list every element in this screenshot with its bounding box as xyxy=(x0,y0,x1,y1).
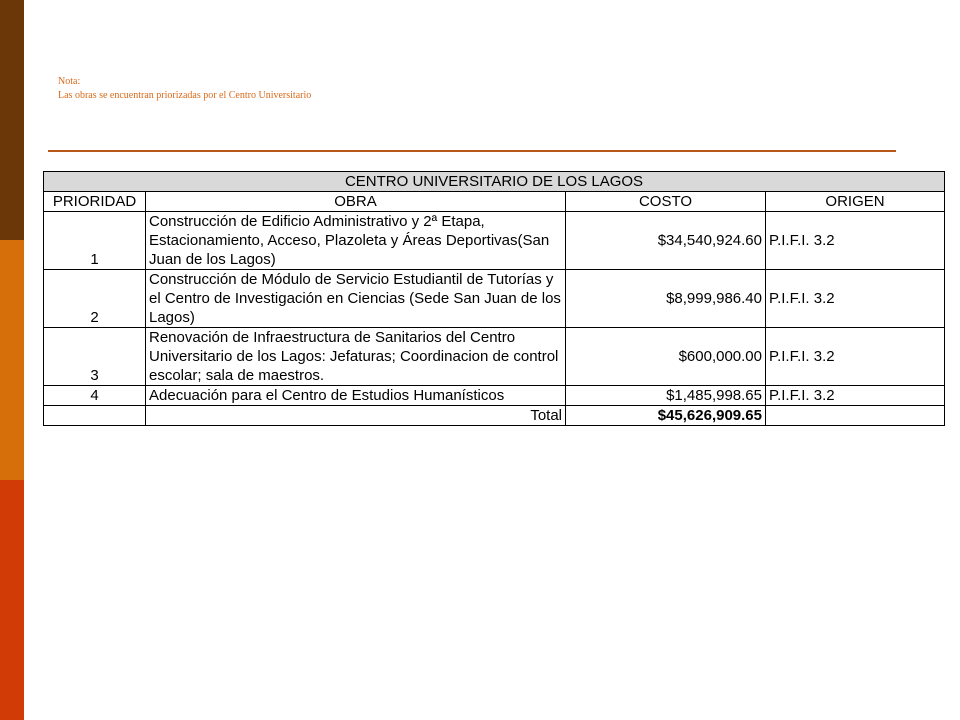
table-title: CENTRO UNIVERSITARIO DE LOS LAGOS xyxy=(44,172,945,192)
total-row xyxy=(44,406,945,426)
row-origen: P.I.F.I. 3.2 xyxy=(766,328,945,386)
row-prioridad: 2 xyxy=(44,270,146,328)
row-prioridad: 4 xyxy=(44,386,146,406)
row-costo: $34,540,924.60 xyxy=(566,212,766,270)
total-empty-cell xyxy=(44,406,146,426)
row-obra: Construcción de Edificio Administrativo y 2ª Etapa, Estacionamiento, Acceso, Plazoleta y Áreas Deportivas(San Juan de los Lagos) xyxy=(146,212,566,270)
row-obra: Adecuación para el Centro de Estudios Humanísticos xyxy=(146,386,566,406)
row-obra: Renovación de Infraestructura de Sanitarios del Centro Universitario de los Lagos: Jefaturas; Coordinacion de control escolar; sala de maestros. xyxy=(146,328,566,386)
table-row xyxy=(44,328,945,386)
note-label: Nota: xyxy=(58,76,81,87)
row-origen: P.I.F.I. 3.2 xyxy=(766,270,945,328)
note xyxy=(58,75,311,103)
table-row xyxy=(44,270,945,328)
row-costo: $8,999,986.40 xyxy=(566,270,766,328)
table-row xyxy=(44,212,945,270)
side-bar-middle xyxy=(0,240,24,480)
row-origen: P.I.F.I. 3.2 xyxy=(766,386,945,406)
row-obra: Construcción de Módulo de Servicio Estudiantil de Tutorías y el Centro de Investigación en Ciencias (Sede San Juan de los Lagos) xyxy=(146,270,566,328)
total-origen-empty xyxy=(766,406,945,426)
row-origen: P.I.F.I. 3.2 xyxy=(766,212,945,270)
header-obra: OBRA xyxy=(146,192,566,212)
header-prioridad: PRIORIDAD xyxy=(44,192,146,212)
table-row xyxy=(44,386,945,406)
row-costo: $1,485,998.65 xyxy=(566,386,766,406)
side-bar-bottom xyxy=(0,480,24,720)
note-text: Las obras se encuentran priorizadas por el Centro Universitario xyxy=(58,90,312,101)
table-title-row xyxy=(44,172,945,192)
table-header-row xyxy=(44,192,945,212)
total-label: Total xyxy=(146,406,566,426)
header-costo: COSTO xyxy=(566,192,766,212)
row-costo: $600,000.00 xyxy=(566,328,766,386)
row-prioridad: 3 xyxy=(44,328,146,386)
works-table xyxy=(43,171,945,426)
side-bar-top xyxy=(0,0,24,240)
total-value: $45,626,909.65 xyxy=(566,406,766,426)
header-origen: ORIGEN xyxy=(766,192,945,212)
row-prioridad: 1 xyxy=(44,212,146,270)
divider-line xyxy=(48,150,896,152)
